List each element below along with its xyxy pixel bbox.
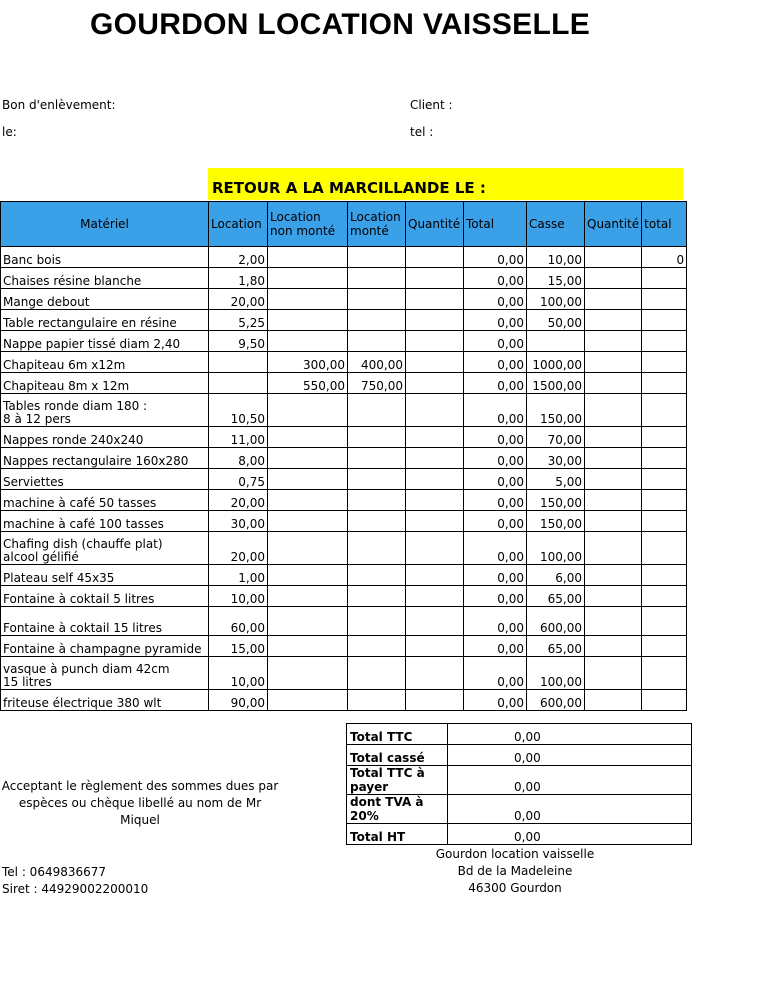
cell-total: 0,00 [464,373,527,394]
cell-casse: 65,00 [527,586,585,607]
cell-loc: 30,00 [209,511,268,532]
cell-casse: 5,00 [527,469,585,490]
totals-label: dont TVA à 20% [347,795,448,824]
cell-name: Fontaine à coktail 5 litres [1,586,209,607]
cell-name: friteuse électrique 380 wlt [1,690,209,711]
cell-nonmonte [268,565,348,586]
totals-label: Total HT [347,824,448,845]
cell-loc: 2,00 [209,247,268,268]
cell-name: Table rectangulaire en résine [1,310,209,331]
cell-total2: 0 [642,247,687,268]
cell-qty [406,448,464,469]
cell-total2 [642,607,687,636]
cell-total2 [642,427,687,448]
cell-qty2 [585,607,642,636]
cell-qty2 [585,586,642,607]
cell-total: 0,00 [464,352,527,373]
table-row [1,373,687,394]
cell-monte [348,511,406,532]
totals-label: Total cassé [347,745,448,766]
cell-total: 0,00 [464,565,527,586]
cell-casse [527,331,585,352]
cell-total: 0,00 [464,657,527,690]
cell-name: Chapiteau 6m x12m [1,352,209,373]
cell-nonmonte [268,469,348,490]
cell-loc: 60,00 [209,607,268,636]
cell-qty [406,607,464,636]
table-row [1,511,687,532]
cell-qty [406,565,464,586]
cell-qty [406,490,464,511]
cell-total: 0,00 [464,247,527,268]
cell-nonmonte [268,427,348,448]
cell-qty2 [585,532,642,565]
cell-loc: 10,00 [209,586,268,607]
cell-name: Fontaine à coktail 15 litres [1,607,209,636]
col-materiel: Matériel [1,202,209,247]
cell-qty2 [585,690,642,711]
cell-total: 0,00 [464,607,527,636]
return-banner-text: RETOUR A LA MARCILLANDE LE : [212,179,486,197]
cell-loc: 5,25 [209,310,268,331]
cell-total: 0,00 [464,636,527,657]
totals-value: 0,00 [448,724,692,745]
cell-nonmonte [268,247,348,268]
cell-monte [348,607,406,636]
cell-casse: 150,00 [527,511,585,532]
cell-qty [406,690,464,711]
cell-name: Tables ronde diam 180 : 8 à 12 pers [1,394,209,427]
cell-name: Chapiteau 8m x 12m [1,373,209,394]
table-row [1,565,687,586]
cell-total: 0,00 [464,310,527,331]
table-row [1,289,687,310]
cell-total2 [642,352,687,373]
cell-qty [406,289,464,310]
client-label: Client : [410,98,453,112]
cell-total: 0,00 [464,690,527,711]
cell-total: 0,00 [464,511,527,532]
col-total-2: total [642,202,687,247]
cell-monte [348,394,406,427]
cell-nonmonte [268,289,348,310]
cell-loc: 20,00 [209,532,268,565]
cell-casse: 10,00 [527,247,585,268]
cell-total: 0,00 [464,394,527,427]
cell-nonmonte [268,657,348,690]
cell-nonmonte [268,511,348,532]
cell-total: 0,00 [464,490,527,511]
cell-qty2 [585,511,642,532]
cell-qty2 [585,469,642,490]
totals-value: 0,00 [448,795,692,824]
totals-value: 0,00 [448,766,692,795]
cell-nonmonte [268,331,348,352]
cell-loc [209,352,268,373]
cell-casse: 1500,00 [527,373,585,394]
cell-total2 [642,289,687,310]
cell-name: machine à café 50 tasses [1,490,209,511]
table-row [1,690,687,711]
cell-monte [348,565,406,586]
cell-total: 0,00 [464,427,527,448]
cell-qty [406,657,464,690]
cell-name: Banc bois [1,247,209,268]
cell-loc: 20,00 [209,289,268,310]
cell-qty2 [585,289,642,310]
table-row [1,607,687,636]
cell-qty2 [585,394,642,427]
cell-casse: 70,00 [527,427,585,448]
col-location-non-monte: Location non monté [268,202,348,247]
cell-qty2 [585,247,642,268]
table-row [1,247,687,268]
cell-casse: 600,00 [527,690,585,711]
totals-label: Total TTC [347,724,448,745]
cell-nonmonte [268,532,348,565]
cell-total: 0,00 [464,586,527,607]
table-row [1,657,687,690]
cell-monte [348,532,406,565]
cell-nonmonte [268,607,348,636]
cell-monte [348,636,406,657]
cell-qty2 [585,636,642,657]
col-casse: Casse [527,202,585,247]
cell-qty2 [585,310,642,331]
col-total: Total [464,202,527,247]
table-row [1,310,687,331]
col-quantite-2: Quantité [585,202,642,247]
cell-loc: 90,00 [209,690,268,711]
cell-qty [406,268,464,289]
cell-qty2 [585,331,642,352]
cell-total: 0,00 [464,289,527,310]
footer-contact [2,864,148,898]
cell-total2 [642,657,687,690]
cell-loc: 1,00 [209,565,268,586]
cell-loc: 10,00 [209,657,268,690]
cell-nonmonte [268,310,348,331]
cell-monte: 400,00 [348,352,406,373]
cell-qty [406,394,464,427]
cell-nonmonte [268,586,348,607]
cell-total: 0,00 [464,268,527,289]
cell-qty [406,331,464,352]
cell-qty [406,586,464,607]
cell-monte [348,490,406,511]
table-row [1,469,687,490]
cell-nonmonte: 550,00 [268,373,348,394]
cell-casse: 6,00 [527,565,585,586]
cell-name: Nappe papier tissé diam 2,40 [1,331,209,352]
col-quantite: Quantité [406,202,464,247]
cell-casse: 50,00 [527,310,585,331]
cell-total: 0,00 [464,532,527,565]
cell-nonmonte: 300,00 [268,352,348,373]
totals-value: 0,00 [448,824,692,845]
cell-total2 [642,373,687,394]
cell-casse: 65,00 [527,636,585,657]
cell-name: Serviettes [1,469,209,490]
cell-total2 [642,636,687,657]
cell-qty [406,469,464,490]
cell-qty2 [585,490,642,511]
totals-value: 0,00 [448,745,692,766]
cell-name: Nappes rectangulaire 160x280 [1,448,209,469]
table-row [1,394,687,427]
cell-name: machine à café 100 tasses [1,511,209,532]
table-row [1,427,687,448]
cell-loc: 20,00 [209,490,268,511]
cell-qty2 [585,448,642,469]
cell-casse: 1000,00 [527,352,585,373]
footer-company: Gourdon location vaisselle [435,847,595,861]
col-location: Location [209,202,268,247]
cell-qty [406,532,464,565]
cell-loc: 8,00 [209,448,268,469]
cell-total2 [642,448,687,469]
material-table [0,201,687,711]
cell-name: Chafing dish (chauffe plat) alcool gélifié [1,532,209,565]
cell-qty2 [585,373,642,394]
payment-acceptance-text: Acceptant le règlement des sommes dues par espèces ou chèque libellé au nom de Mr Miquel [1,779,279,827]
cell-monte [348,331,406,352]
cell-casse: 150,00 [527,394,585,427]
totals-row [347,824,692,845]
col-location-monte: Location monté [348,202,406,247]
totals-label: Total TTC à payer [347,766,448,795]
date-label: le: [2,125,17,139]
cell-total2 [642,511,687,532]
cell-total2 [642,586,687,607]
cell-qty [406,373,464,394]
tel-label: tel : [410,125,434,139]
cell-loc: 9,50 [209,331,268,352]
totals-row [347,766,692,795]
cell-monte [348,586,406,607]
footer-siret: Siret : 44929002200010 [2,882,149,896]
cell-qty2 [585,565,642,586]
bon-enlevement-label: Bon d'enlèvement: [2,98,116,112]
table-row [1,532,687,565]
cell-qty2 [585,427,642,448]
cell-monte [348,268,406,289]
totals-row [347,724,692,745]
cell-loc: 1,80 [209,268,268,289]
cell-total2 [642,331,687,352]
cell-monte [348,657,406,690]
table-header [1,202,687,247]
cell-total: 0,00 [464,469,527,490]
cell-name: Nappes ronde 240x240 [1,427,209,448]
cell-name: Chaises résine blanche [1,268,209,289]
cell-monte [348,289,406,310]
cell-casse: 15,00 [527,268,585,289]
cell-casse: 150,00 [527,490,585,511]
table-row [1,268,687,289]
cell-qty [406,352,464,373]
cell-casse: 100,00 [527,532,585,565]
cell-monte [348,469,406,490]
footer-street: Bd de la Madeleine [457,864,573,878]
cell-nonmonte [268,690,348,711]
cell-monte [348,247,406,268]
page-title: GOURDON LOCATION VAISSELLE [89,8,591,41]
cell-name: Mange debout [1,289,209,310]
cell-qty2 [585,268,642,289]
table-row [1,352,687,373]
cell-monte [348,427,406,448]
cell-loc: 10,50 [209,394,268,427]
cell-qty [406,427,464,448]
cell-qty2 [585,352,642,373]
cell-total2 [642,532,687,565]
cell-monte [348,690,406,711]
footer-city: 46300 Gourdon [468,881,562,895]
cell-qty [406,636,464,657]
cell-nonmonte [268,636,348,657]
cell-total2 [642,690,687,711]
cell-total2 [642,310,687,331]
cell-monte: 750,00 [348,373,406,394]
cell-nonmonte [268,268,348,289]
cell-casse: 100,00 [527,657,585,690]
cell-total2 [642,469,687,490]
totals-row [347,795,692,824]
cell-nonmonte [268,490,348,511]
cell-loc: 15,00 [209,636,268,657]
cell-total: 0,00 [464,331,527,352]
table-row [1,490,687,511]
totals-table [346,723,692,845]
cell-monte [348,310,406,331]
cell-total2 [642,565,687,586]
table-row [1,586,687,607]
cell-nonmonte [268,448,348,469]
cell-loc [209,373,268,394]
cell-qty [406,310,464,331]
cell-total2 [642,394,687,427]
totals-row [347,745,692,766]
return-banner [208,168,683,200]
table-row [1,331,687,352]
cell-casse: 600,00 [527,607,585,636]
cell-loc: 0,75 [209,469,268,490]
cell-total: 0,00 [464,448,527,469]
cell-casse: 100,00 [527,289,585,310]
table-row [1,448,687,469]
cell-name: Plateau self 45x35 [1,565,209,586]
cell-monte [348,448,406,469]
cell-nonmonte [268,394,348,427]
footer-phone: Tel : 0649836677 [2,865,107,879]
cell-name: vasque à punch diam 42cm 15 litres [1,657,209,690]
cell-casse: 30,00 [527,448,585,469]
footer-address [400,846,630,897]
table-row [1,636,687,657]
cell-total2 [642,268,687,289]
cell-qty [406,511,464,532]
cell-qty [406,247,464,268]
cell-name: Fontaine à champagne pyramide [1,636,209,657]
cell-qty2 [585,657,642,690]
cell-loc: 11,00 [209,427,268,448]
cell-total2 [642,490,687,511]
